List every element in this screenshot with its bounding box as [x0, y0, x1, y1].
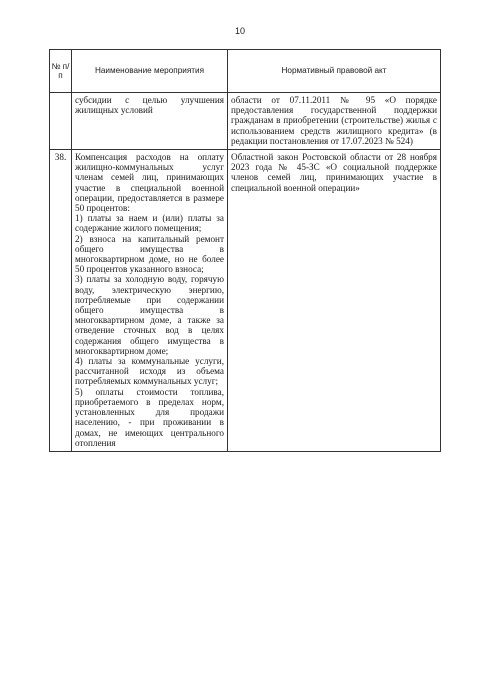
table-row — [50, 93, 441, 150]
row-number — [50, 93, 72, 150]
table-row — [50, 150, 441, 452]
column-header-act: Нормативный правовой акт — [228, 50, 441, 93]
measure-name — [72, 150, 228, 452]
row-number: 38. — [50, 150, 72, 452]
table-header-row — [50, 50, 441, 93]
measures-table — [49, 49, 441, 452]
measure-item: 4) платы за коммунальные услуги, рассчитанной исходя из объема потребляемых коммунальных услуг; — [75, 356, 224, 387]
legal-act: области от 07.11.2011 № 95 «О порядке предоставления государственной поддержки гражданам в приобретении (строительстве) жилья с использованием средств жилищного кредита» (в редакции постановления от 17.07.2023 № 524) — [228, 93, 441, 150]
measure-item: 2) взноса на капитальный ремонт общего имущества в многоквартирном доме, но не более 50 процентов указанного взноса; — [75, 233, 224, 275]
page-number: 10 — [234, 26, 245, 36]
column-header-number: № п/ п — [50, 50, 72, 93]
column-header-name: Наименование мероприятия — [72, 50, 228, 93]
measure-item: 3) платы за холодную воду, горячую воду, электрическую энергию, потребляемые при содержании общего имущества в многоквартирном доме, а также за отведение сточных вод в целях содержания общего имущества в многоквартирном доме; — [75, 274, 224, 356]
measure-item: 5) оплаты стоимости топлива, приобретаемого в пределах норм, установленных для продажи населению, - при проживании в домах, не имеющих центрального отопления — [75, 386, 224, 448]
measure-name-line: жилищных условий — [75, 105, 153, 116]
measure-name-line: субсидии с целью улучшения — [75, 95, 224, 105]
measure-name — [72, 93, 228, 150]
legal-act: Областной закон Ростовской области от 28 ноября 2023 года № 45-ЗС «О социальной поддержке членов семей лиц, принимающих участие в специальной военной операции» — [228, 150, 441, 452]
measure-item: 1) платы за наем и (или) платы за содержание жилого помещения; — [75, 213, 224, 234]
measure-paragraph: Компенсация расходов на оплату жилищно-коммунальных услуг членам семей лиц, принимающих участие в специальной военной операции, предоставляется в размере 50 процентов: — [75, 152, 224, 214]
